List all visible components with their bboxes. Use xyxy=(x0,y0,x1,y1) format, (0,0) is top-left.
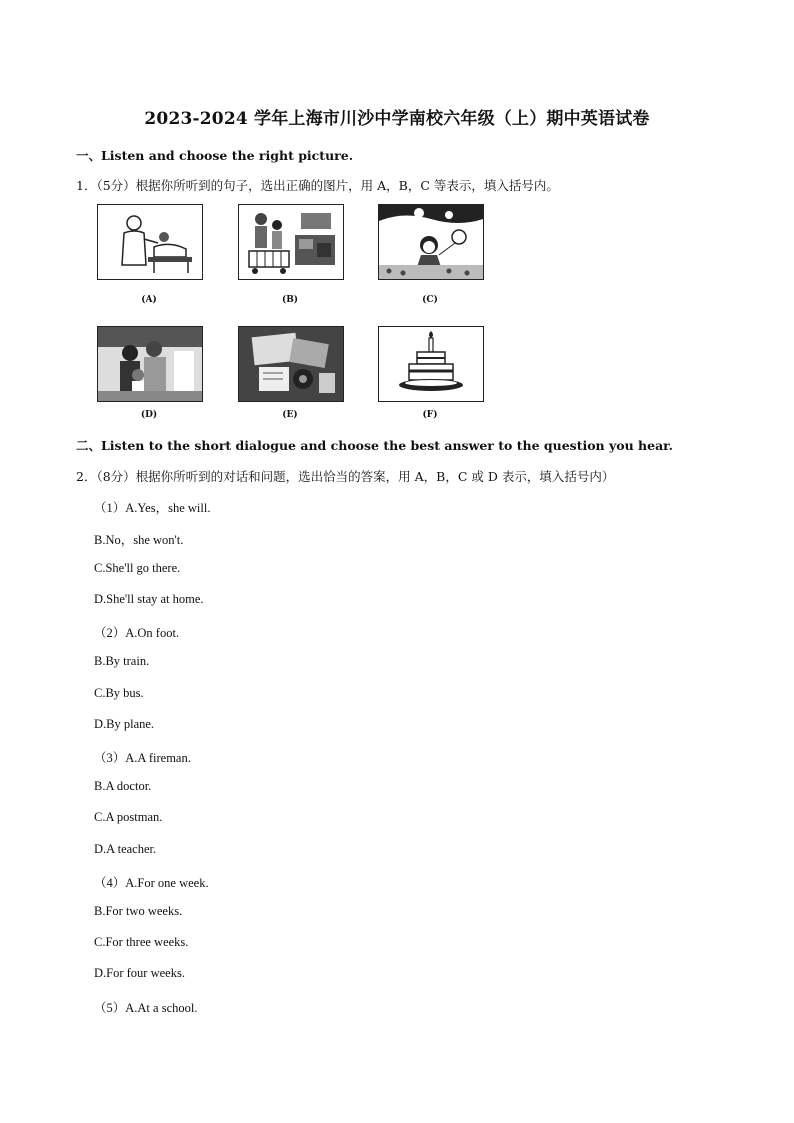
option-3c: C.A postman. xyxy=(94,810,163,824)
option-1a: （1）A.Yes，she will. xyxy=(94,501,211,515)
option-2c: C.By bus. xyxy=(94,686,144,700)
option-4c: C.For three weeks. xyxy=(94,935,189,949)
picture-e-label: (E) xyxy=(282,410,298,420)
option-1b: B.No，she won't. xyxy=(94,533,184,547)
picture-d-label: (D) xyxy=(140,410,158,420)
option-3d: D.A teacher. xyxy=(94,842,157,856)
girl-with-balloon-picture xyxy=(378,204,484,280)
option-4a: （4）A.For one week. xyxy=(94,876,209,890)
option-3a: （3）A.A fireman. xyxy=(94,751,191,765)
option-2b: B.By train. xyxy=(94,654,150,668)
desk-with-papers-picture xyxy=(238,326,344,402)
doctor-and-patient-picture xyxy=(97,204,203,280)
option-1c: C.She'll go there. xyxy=(94,561,181,575)
picture-b-label: (B) xyxy=(281,295,299,305)
picture-c-label: (C) xyxy=(422,295,438,305)
option-4b: B.For two weeks. xyxy=(94,904,183,918)
family-shopping-picture xyxy=(238,204,344,280)
option-4d: D.For four weeks. xyxy=(94,966,185,980)
page-title: 2023-2024 学年上海市川沙中学南校六年级（上）期中英语试卷 xyxy=(144,109,650,129)
family-photo-picture xyxy=(97,326,203,402)
question-1-prompt: 1．（5分）根据你所听到的句子，选出正确的图片，用 A，B，C 等表示，填入括号内。 xyxy=(76,178,559,193)
option-5a: （5）A.At a school. xyxy=(94,1001,198,1015)
birthday-cake-picture xyxy=(378,326,484,402)
option-1d: D.She'll stay at home. xyxy=(94,592,204,606)
option-2a: （2）A.On foot. xyxy=(94,626,180,640)
question-2-prompt: 2．（8分）根据你所听到的对话和问题，选出恰当的答案，用 A，B，C 或 D 表示，填入括号内） xyxy=(76,469,615,484)
section-2-heading: 二、Listen to the short dialogue and choose the best answer to the question you hear. xyxy=(76,438,673,453)
picture-a-label: (A) xyxy=(141,295,157,305)
option-2d: D.By plane. xyxy=(94,717,155,731)
section-1-heading: 一、Listen and choose the right picture. xyxy=(76,148,354,163)
picture-f-label: (F) xyxy=(422,410,438,420)
option-3b: B.A doctor. xyxy=(94,779,152,793)
